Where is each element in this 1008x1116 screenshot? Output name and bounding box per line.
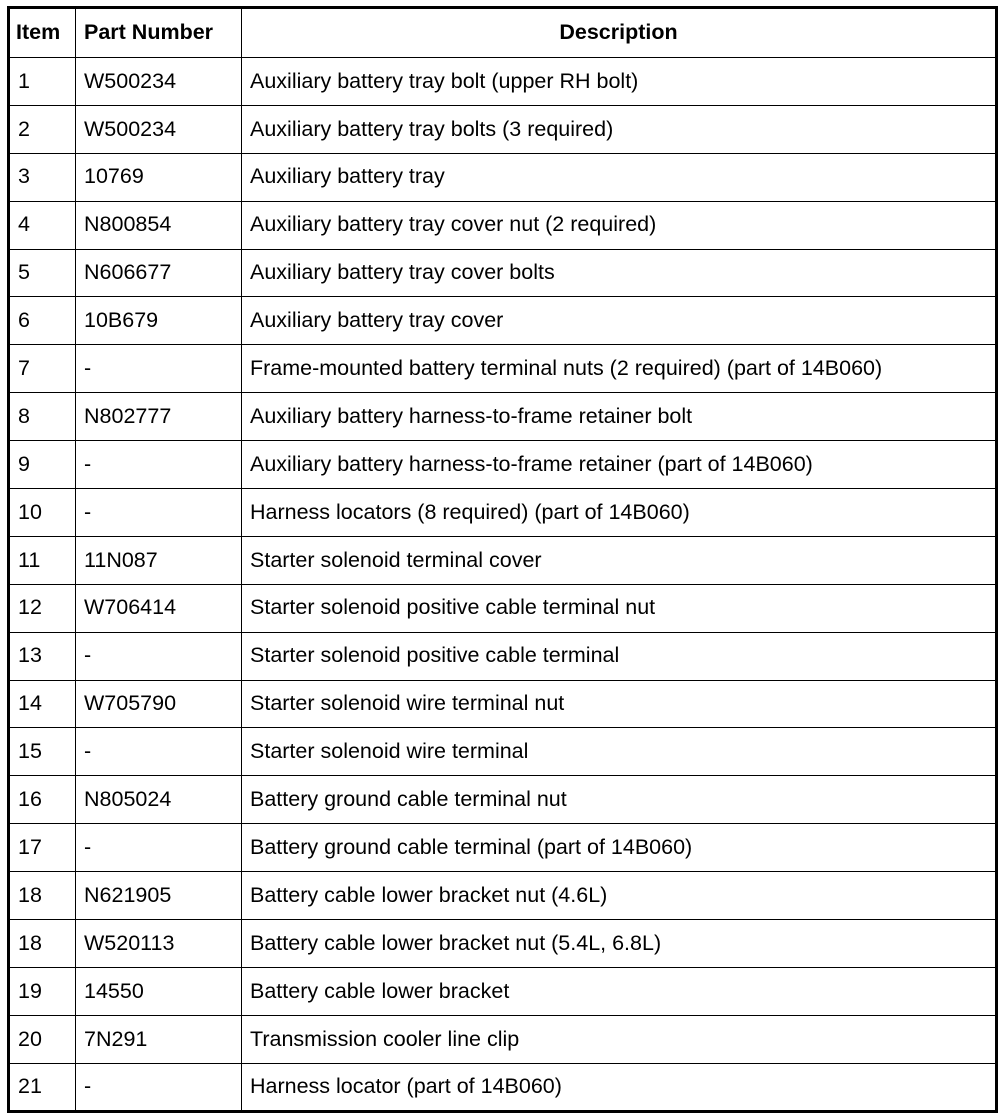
part-number-cell: 11N087: [76, 536, 242, 584]
table-row: [9, 201, 997, 249]
table-row: [9, 584, 997, 632]
parts-table: [7, 6, 998, 1113]
part-number-cell: -: [76, 632, 242, 680]
item-cell: 20: [9, 1015, 76, 1063]
description-cell: Auxiliary battery harness-to-frame retainer bolt: [242, 393, 997, 441]
table-row: [9, 1015, 997, 1063]
item-cell: 2: [9, 105, 76, 153]
table-row: [9, 58, 997, 106]
description-cell: Auxiliary battery tray cover nut (2 required): [242, 201, 997, 249]
part-number-cell: -: [76, 824, 242, 872]
table-row: [9, 153, 997, 201]
table-row: [9, 297, 997, 345]
item-cell: 13: [9, 632, 76, 680]
item-cell: 5: [9, 249, 76, 297]
column-header-description: Description: [242, 8, 997, 58]
part-number-cell: N802777: [76, 393, 242, 441]
part-number-cell: W705790: [76, 680, 242, 728]
table-row: [9, 441, 997, 489]
description-cell: Starter solenoid terminal cover: [242, 536, 997, 584]
item-cell: 7: [9, 345, 76, 393]
part-number-cell: -: [76, 728, 242, 776]
item-cell: 10: [9, 489, 76, 537]
table-row: [9, 1063, 997, 1111]
item-cell: 6: [9, 297, 76, 345]
table-row: [9, 536, 997, 584]
item-cell: 12: [9, 584, 76, 632]
table-row: [9, 680, 997, 728]
item-cell: 9: [9, 441, 76, 489]
table-row: [9, 967, 997, 1015]
description-cell: Battery cable lower bracket nut (5.4L, 6.8L): [242, 920, 997, 968]
item-cell: 1: [9, 58, 76, 106]
part-number-cell: -: [76, 1063, 242, 1111]
description-cell: Battery cable lower bracket nut (4.6L): [242, 872, 997, 920]
description-cell: Auxiliary battery tray cover bolts: [242, 249, 997, 297]
part-number-cell: 10769: [76, 153, 242, 201]
item-cell: 18: [9, 872, 76, 920]
part-number-cell: W520113: [76, 920, 242, 968]
item-cell: 4: [9, 201, 76, 249]
part-number-cell: W706414: [76, 584, 242, 632]
description-cell: Harness locators (8 required) (part of 14B060): [242, 489, 997, 537]
description-cell: Transmission cooler line clip: [242, 1015, 997, 1063]
table-body: [9, 58, 997, 1112]
description-cell: Battery ground cable terminal nut: [242, 776, 997, 824]
table-row: [9, 920, 997, 968]
part-number-cell: N606677: [76, 249, 242, 297]
table-row: [9, 249, 997, 297]
description-cell: Auxiliary battery tray bolt (upper RH bolt): [242, 58, 997, 106]
table-row: [9, 776, 997, 824]
column-header-part-number: Part Number: [76, 8, 242, 58]
description-cell: Auxiliary battery harness-to-frame retainer (part of 14B060): [242, 441, 997, 489]
part-number-cell: W500234: [76, 58, 242, 106]
description-cell: Frame-mounted battery terminal nuts (2 required) (part of 14B060): [242, 345, 997, 393]
description-cell: Starter solenoid wire terminal: [242, 728, 997, 776]
part-number-cell: -: [76, 489, 242, 537]
part-number-cell: N800854: [76, 201, 242, 249]
item-cell: 19: [9, 967, 76, 1015]
part-number-cell: N805024: [76, 776, 242, 824]
description-cell: Battery cable lower bracket: [242, 967, 997, 1015]
part-number-cell: -: [76, 345, 242, 393]
table-row: [9, 824, 997, 872]
table-row: [9, 489, 997, 537]
description-cell: Auxiliary battery tray cover: [242, 297, 997, 345]
table-row: [9, 728, 997, 776]
table-header-row: [9, 8, 997, 58]
part-number-cell: 7N291: [76, 1015, 242, 1063]
item-cell: 14: [9, 680, 76, 728]
table-row: [9, 105, 997, 153]
table-row: [9, 345, 997, 393]
part-number-cell: 10B679: [76, 297, 242, 345]
description-cell: Auxiliary battery tray bolts (3 required): [242, 105, 997, 153]
table-row: [9, 872, 997, 920]
table-row: [9, 393, 997, 441]
item-cell: 8: [9, 393, 76, 441]
part-number-cell: 14550: [76, 967, 242, 1015]
description-cell: Battery ground cable terminal (part of 14B060): [242, 824, 997, 872]
item-cell: 3: [9, 153, 76, 201]
part-number-cell: -: [76, 441, 242, 489]
item-cell: 16: [9, 776, 76, 824]
item-cell: 15: [9, 728, 76, 776]
description-cell: Starter solenoid positive cable terminal nut: [242, 584, 997, 632]
description-cell: Auxiliary battery tray: [242, 153, 997, 201]
table-row: [9, 632, 997, 680]
part-number-cell: N621905: [76, 872, 242, 920]
description-cell: Harness locator (part of 14B060): [242, 1063, 997, 1111]
item-cell: 17: [9, 824, 76, 872]
description-cell: Starter solenoid wire terminal nut: [242, 680, 997, 728]
description-cell: Starter solenoid positive cable terminal: [242, 632, 997, 680]
column-header-item: Item: [9, 8, 76, 58]
item-cell: 11: [9, 536, 76, 584]
item-cell: 18: [9, 920, 76, 968]
part-number-cell: W500234: [76, 105, 242, 153]
item-cell: 21: [9, 1063, 76, 1111]
